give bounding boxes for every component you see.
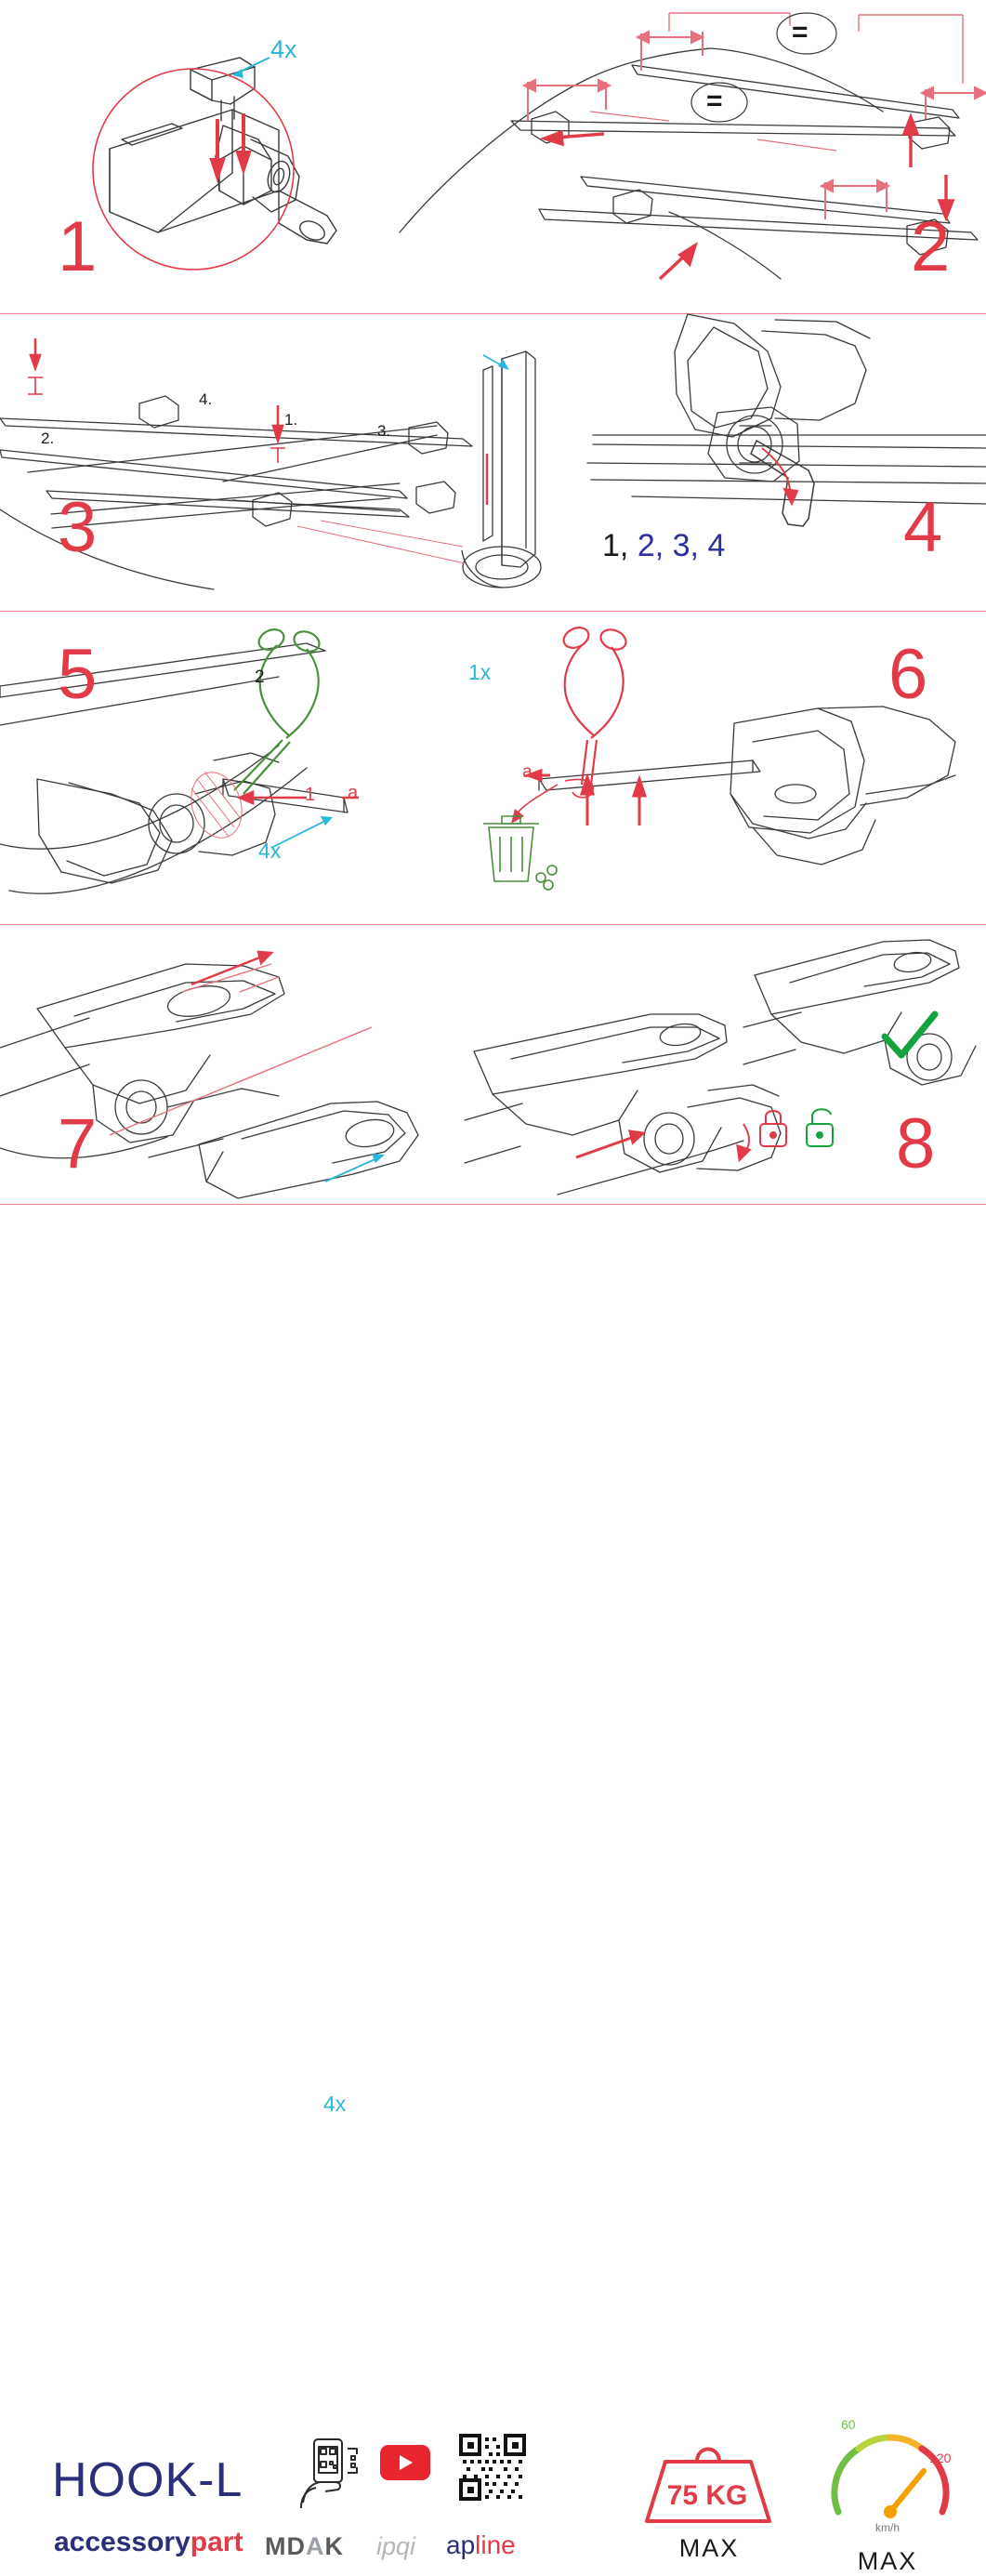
- quantity-4x-label-5: 4x: [258, 839, 282, 863]
- qr-code-icon: [459, 2434, 526, 2501]
- step-2-illustration: [390, 0, 986, 313]
- step-number-7: 7: [58, 1104, 98, 1183]
- seq-3: 3,: [672, 528, 699, 563]
- brand-apline: [446, 2530, 516, 2560]
- seq-2: 2,: [637, 528, 664, 563]
- step-number-2: 2: [911, 207, 951, 286]
- order-4-label: 4.: [199, 390, 213, 408]
- step-3-panel: [0, 314, 576, 684]
- equal-sign-top: =: [792, 17, 809, 47]
- brand-accessory: accessory: [54, 2527, 191, 2557]
- equal-sign-bottom: =: [706, 86, 723, 116]
- step-5-panel: [0, 612, 446, 924]
- speed-min-tick: 60: [841, 2417, 856, 2432]
- torque-sequence: [602, 528, 725, 564]
- weight-max-caption: [635, 2434, 783, 2563]
- quantity-4x-label: 4x: [270, 35, 297, 63]
- mdak-pre: MD: [265, 2532, 306, 2560]
- step-8-panel: [465, 925, 986, 1204]
- apline-accent: line: [475, 2530, 516, 2559]
- speed-unit: km/h: [874, 2521, 900, 2534]
- mdak-a: A: [306, 2532, 325, 2560]
- brand-mdak: [265, 2532, 344, 2561]
- mdak-post: K: [324, 2532, 344, 2560]
- brand-accessorypart: [54, 2527, 243, 2558]
- callout-a-label: a: [348, 783, 359, 803]
- quantity-1x-label: 1x: [468, 660, 492, 684]
- product-title: HOOK-L: [52, 2453, 243, 2507]
- speed-max-label: MAX: [857, 2547, 918, 2575]
- step-4-panel: [576, 314, 986, 611]
- divider-4: [0, 1204, 986, 1205]
- brand-part: part: [190, 2527, 243, 2557]
- youtube-icon[interactable]: [380, 2445, 430, 2480]
- order-1-label: 1.: [284, 411, 298, 429]
- speed-max-caption: [818, 2434, 957, 2576]
- step-1-panel: [0, 0, 390, 313]
- step-number-6: 6: [888, 635, 928, 714]
- step-number-4: 4: [903, 488, 943, 567]
- weight-value: 75 KG: [666, 2480, 748, 2511]
- callout-2-label: 2: [255, 667, 265, 687]
- brand-ipqi: ipqi: [376, 2532, 416, 2560]
- callout-a-label-6: a: [522, 762, 532, 782]
- step-2-panel: [390, 0, 986, 313]
- order-2-label: 2.: [41, 429, 55, 447]
- quantity-4x-label-7: 4x: [323, 2092, 347, 2116]
- apline-prefix: ap: [446, 2530, 476, 2559]
- step-number-3: 3: [58, 488, 98, 567]
- step-number-5: 5: [58, 635, 98, 714]
- speed-max-tick: 120: [929, 2451, 952, 2465]
- qr-scan-phone-icon: [297, 2437, 368, 2510]
- seq-1: 1,: [602, 528, 629, 563]
- step-6-panel: [446, 612, 986, 924]
- seq-4: 4: [707, 528, 726, 563]
- step-number-8: 8: [896, 1104, 936, 1183]
- callout-1-label: 1: [305, 785, 316, 805]
- order-3-label: 3.: [377, 422, 391, 440]
- weight-max-label: MAX: [678, 2534, 740, 2562]
- step-number-1: 1: [58, 207, 98, 286]
- step-7-panel: [0, 925, 465, 2116]
